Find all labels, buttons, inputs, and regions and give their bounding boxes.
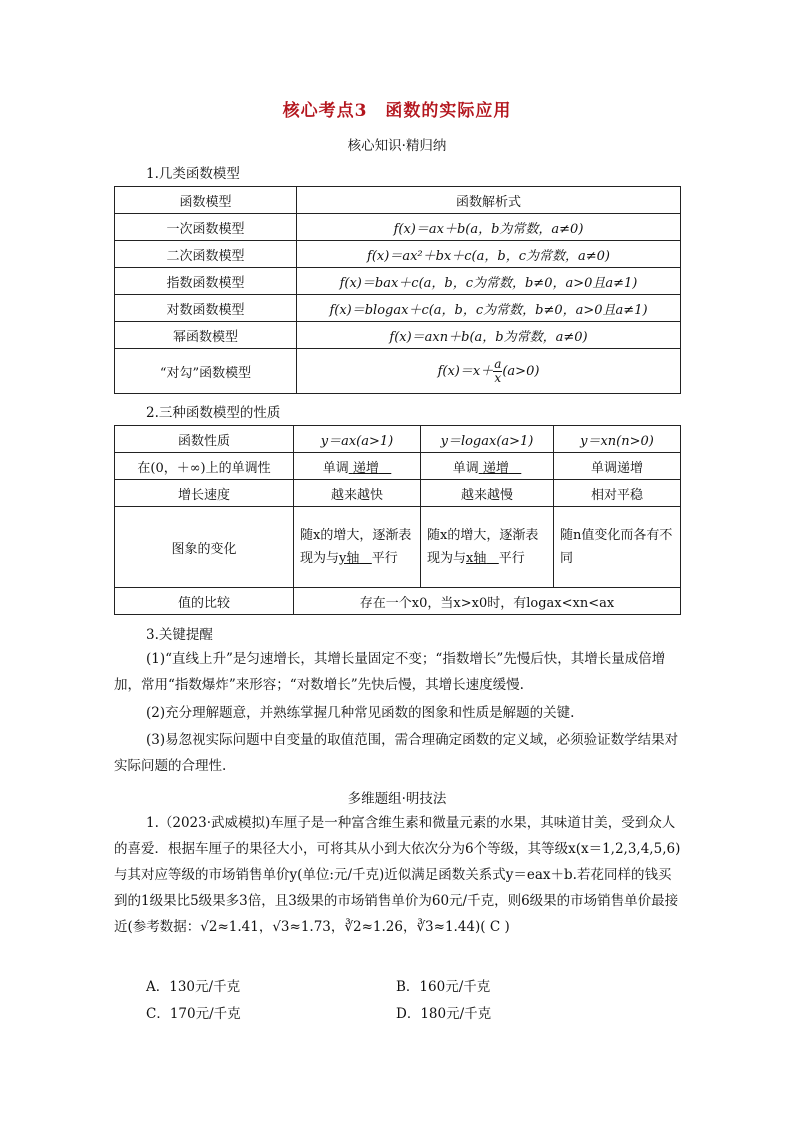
- table-row: [115, 322, 681, 349]
- formula-suffix: (a>0): [502, 363, 540, 379]
- header-cell-formula: 函数解析式: [297, 187, 681, 214]
- table-row: [115, 480, 681, 507]
- cell: 存在一个x0，当x>x0时，有logax<xn<ax: [294, 588, 681, 615]
- table-row: [115, 588, 681, 615]
- model-formula: [297, 349, 681, 394]
- model-name: 指数函数模型: [115, 268, 297, 295]
- row-label: 增长速度: [115, 480, 294, 507]
- option-d: D．180元/千克: [396, 1006, 492, 1022]
- formula-prefix: f(x)＝x＋: [437, 363, 494, 379]
- cell: [421, 453, 554, 480]
- cell: 相对平稳: [554, 480, 681, 507]
- model-name: 幂函数模型: [115, 322, 297, 349]
- model-name: 二次函数模型: [115, 241, 297, 268]
- cell-text: 随x的增大，逐渐表现为与: [300, 528, 412, 566]
- model-formula: f(x)＝axn＋b(a，b为常数，a≠0): [297, 322, 681, 349]
- function-models-table: [114, 186, 681, 394]
- fraction-denominator: x: [494, 370, 502, 385]
- cell-text: 随x的增大，逐渐表现为与: [427, 528, 539, 566]
- table-row: [115, 214, 681, 241]
- note-paragraph: (3)易忽视实际问题中自变量的取值范围，需合理确定函数的定义域，必须验证数学结果对实际问题的合理性.: [114, 732, 679, 774]
- cell-text: 平行: [371, 551, 398, 566]
- row-label: 值的比较: [115, 588, 294, 615]
- function-properties-table: [114, 425, 681, 615]
- header-cell-logarithmic: y＝logax(a>1): [421, 426, 554, 453]
- fill-in-answer: [466, 551, 499, 566]
- section-heading-knowledge: 核心知识·精归纳: [347, 138, 447, 154]
- cell-text: 单调: [322, 460, 349, 476]
- table-header-row: [115, 426, 681, 453]
- header-cell-property: 函数性质: [115, 426, 294, 453]
- table-header-row: [115, 187, 681, 214]
- cell: [294, 453, 421, 480]
- fraction-numerator: a: [494, 356, 502, 371]
- table-row: [115, 507, 681, 588]
- note-paragraph: (1)“直线上升”是匀速增长，其增长量固定不变；“指数增长”先慢后快，其增长量成倍增加，常用“指数爆炸”来形容；“对数增长”先快后慢，其增长速度缓慢.: [114, 651, 666, 693]
- model-name: 一次函数模型: [115, 214, 297, 241]
- table-row: [115, 453, 681, 480]
- cell: 随n值变化而各有不同: [554, 507, 681, 588]
- table-row: [115, 349, 681, 394]
- header-cell-exponential: y＝ax(a>1): [294, 426, 421, 453]
- option-b: B．160元/千克: [396, 979, 491, 995]
- note-paragraph: (2)充分理解题意，并熟练掌握几种常见函数的图象和性质是解题的关键.: [146, 705, 575, 721]
- header-cell-model: 函数模型: [115, 187, 297, 214]
- question-text: 1.（2023·武威模拟)车厘子是一种富含维生素和微量元素的水果，其味道甘美，受到众人的喜爱．根据车厘子的果径大小，可将其从小到大依次分为6个等级，其等级x(x＝1,2,3,4,5,6)与其对应等级的市场销售单价y(单位:元/千克)近似满足函数关系式y＝eax＋b.若花同样的钱买到的1级果比5级果多3倍，且3级果的市场销售单价为60元/千克，则6级果的市场销售单价最接近(参考数据：√2≈1.41，√3≈1.73，∛2≈1.26，∛3≈1.44)( C ): [114, 815, 681, 935]
- option-c: C．170元/千克: [146, 1006, 241, 1022]
- header-cell-power: y＝xn(n>0): [554, 426, 681, 453]
- table-row: [115, 295, 681, 322]
- answer-text: x轴: [466, 551, 487, 566]
- model-name: 对数函数模型: [115, 295, 297, 322]
- cell: 越来越慢: [421, 480, 554, 507]
- table-row: [115, 268, 681, 295]
- model-formula: f(x)＝ax²＋bx＋c(a，b，c为常数，a≠0): [297, 241, 681, 268]
- subsection-heading-properties: 2.三种函数模型的性质: [146, 405, 281, 421]
- table-row: [115, 241, 681, 268]
- answer-text: y轴: [339, 551, 360, 566]
- model-formula: f(x)＝blogax＋c(a，b，c为常数，b≠0，a>0且a≠1): [297, 295, 681, 322]
- answer-text: 递增: [352, 460, 379, 476]
- fill-in-answer: [349, 461, 392, 476]
- model-formula: f(x)＝ax＋b(a，b为常数，a≠0): [297, 214, 681, 241]
- subsection-heading-reminders: 3.关键提醒: [146, 627, 213, 643]
- cell: 单调递增: [554, 453, 681, 480]
- cell-text: 平行: [498, 551, 525, 566]
- cell: [421, 507, 554, 588]
- row-label: 图象的变化: [115, 507, 294, 588]
- row-label: 在(0，＋∞)上的单调性: [115, 453, 294, 480]
- option-a: A．130元/千克: [146, 979, 241, 995]
- cell-text: 单调: [452, 460, 479, 476]
- cell: [294, 507, 421, 588]
- subsection-heading-models: 1.几类函数模型: [146, 166, 240, 182]
- model-formula: f(x)＝bax＋c(a，b，c为常数，b≠0，a>0且a≠1): [297, 268, 681, 295]
- model-name: “对勾”函数模型: [115, 349, 297, 394]
- fraction: [493, 358, 502, 385]
- fill-in-answer: [339, 551, 372, 566]
- cell: 越来越快: [294, 480, 421, 507]
- section-heading-practice: 多维题组·明技法: [347, 791, 447, 807]
- answer-text: 递增: [482, 460, 509, 476]
- fill-in-answer: [479, 461, 522, 476]
- page-title: 核心考点3 函数的实际应用: [282, 101, 512, 121]
